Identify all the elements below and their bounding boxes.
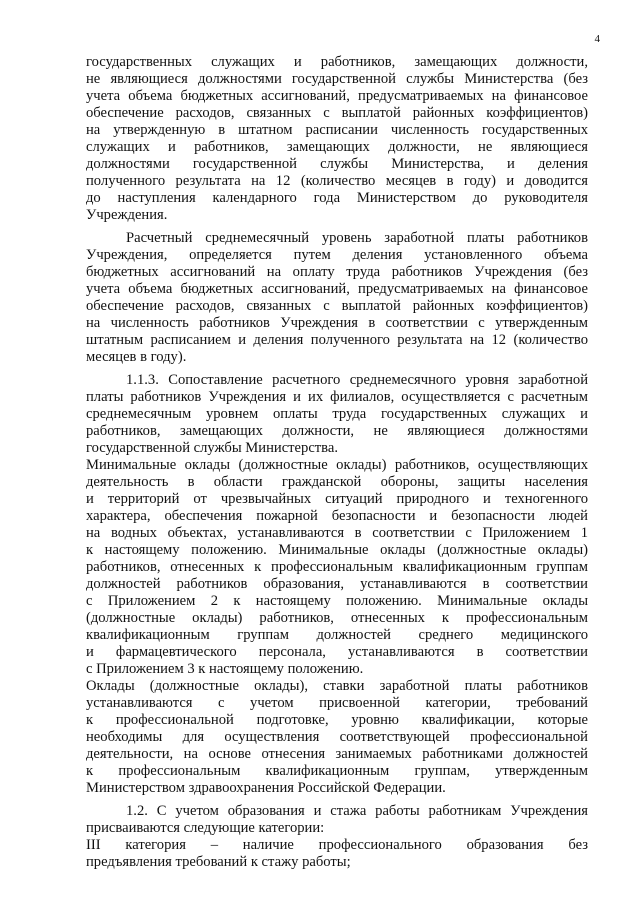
text-line: должностей работников образования, устанавливаются в соответствии xyxy=(86,576,588,592)
text-line: работников, замещающих должности, не являющиеся должностями xyxy=(86,423,588,439)
text-line: устанавливаются с учетом присвоенной категории, требований xyxy=(86,695,588,711)
text-line: к профессиональной подготовке, уровню квалификации, которые xyxy=(86,712,588,728)
text-line: учета объема бюджетных ассигнований, предусматриваемых на финансовое xyxy=(86,281,588,297)
paragraph xyxy=(86,803,588,837)
text-line: платы работников Учреждения и их филиалов, осуществляется с расчетным xyxy=(86,389,588,405)
text-line: Минимальные оклады (должностные оклады) работников, осуществляющих xyxy=(86,457,588,473)
text-line: на водных объектах, устанавливаются в соответствии с Приложением 1 xyxy=(86,525,588,541)
text-line: до наступления календарного года Министерством до руководителя xyxy=(86,190,588,206)
text-line: бюджетных ассигнований на оплату труда работников Учреждения (без xyxy=(86,264,588,280)
text-line: присваиваются следующие категории: xyxy=(86,820,325,836)
paragraph xyxy=(86,837,588,871)
text-line: полученного результата на 12 (количество месяцев в году) и доводится xyxy=(86,173,588,189)
text-line: среднемесячным уровнем оплаты труда государственных служащих и xyxy=(86,406,588,422)
text-line: характера, обеспечения пожарной безопасности и безопасности людей xyxy=(86,508,588,524)
text-line: 1.1.3. Сопоставление расчетного среднемесячного уровня заработной xyxy=(126,372,588,388)
text-line: Оклады (должностные оклады), ставки заработной платы работников xyxy=(86,678,588,694)
text-line: деятельности, на основе отнесения занимаемых работниками должностей xyxy=(86,746,588,762)
text-line: квалификационным группам должностей среднего медицинского xyxy=(86,627,588,643)
page-number: 4 xyxy=(594,33,600,45)
text-line: государственных служащих и работников, замещающих должности, xyxy=(86,54,588,70)
text-line: к профессиональным квалификационным группам, утвержденным xyxy=(86,763,588,779)
paragraph xyxy=(86,457,588,678)
text-line: (должностные оклады) работников, отнесенных к профессиональным xyxy=(86,610,588,626)
text-line: обеспечение расходов, связанных с выплатой районных коэффициентов) xyxy=(86,105,588,121)
text-line: деятельность в области гражданской обороны, защиты населения xyxy=(86,474,588,490)
text-line: и территорий от чрезвычайных ситуаций природного и техногенного xyxy=(86,491,588,507)
text-line: штатным расписанием и деления полученного результата на 12 (количество xyxy=(86,332,588,348)
text-line: с Приложением 2 к настоящему положению. Минимальные оклады xyxy=(86,593,588,609)
text-line: обеспечение расходов, связанных с выплатой районных коэффициентов) xyxy=(86,298,588,314)
text-line: должностями государственной службы Министерства, и деления xyxy=(86,156,588,172)
text-line: государственной службы Министерства. xyxy=(86,440,339,456)
text-line: к настоящему положению. Минимальные оклады (должностные оклады) xyxy=(86,542,588,558)
text-line: и фармацевтического персонала, устанавливаются в соответствии xyxy=(86,644,588,660)
text-line: с Приложением 3 к настоящему положению. xyxy=(86,661,364,677)
text-line: работников, отнесенных к профессиональным квалификационным группам xyxy=(86,559,588,575)
text-line: Учреждения, определяется путем деления установленного объема xyxy=(86,247,588,263)
text-line: предъявления требований к стажу работы; xyxy=(86,854,351,870)
text-line: на утвержденную в штатном расписании численность государственных xyxy=(86,122,588,138)
text-line: учета объема бюджетных ассигнований, предусматриваемых на финансовое xyxy=(86,88,588,104)
text-line: Министерством здравоохранения Российской Федерации. xyxy=(86,780,446,796)
text-line: месяцев в году). xyxy=(86,349,187,365)
text-line: служащих и работников, замещающих должности, не являющиеся xyxy=(86,139,588,155)
text-line: Расчетный среднемесячный уровень заработной платы работников xyxy=(126,230,588,246)
text-line: не являющиеся должностями государственной службы Министерства (без xyxy=(86,71,588,87)
text-line: необходимы для осуществления соответствующей профессиональной xyxy=(86,729,588,745)
paragraph xyxy=(86,372,588,457)
paragraph xyxy=(86,54,588,224)
document-body xyxy=(86,54,588,871)
text-line: на численность работников Учреждения в соответствии с утвержденным xyxy=(86,315,588,331)
paragraph xyxy=(86,678,588,797)
text-line: 1.2. С учетом образования и стажа работы работникам Учреждения xyxy=(126,803,588,819)
text-line: III категория – наличие профессионального образования без xyxy=(86,837,588,853)
text-line: Учреждения. xyxy=(86,207,168,223)
paragraph xyxy=(86,230,588,366)
